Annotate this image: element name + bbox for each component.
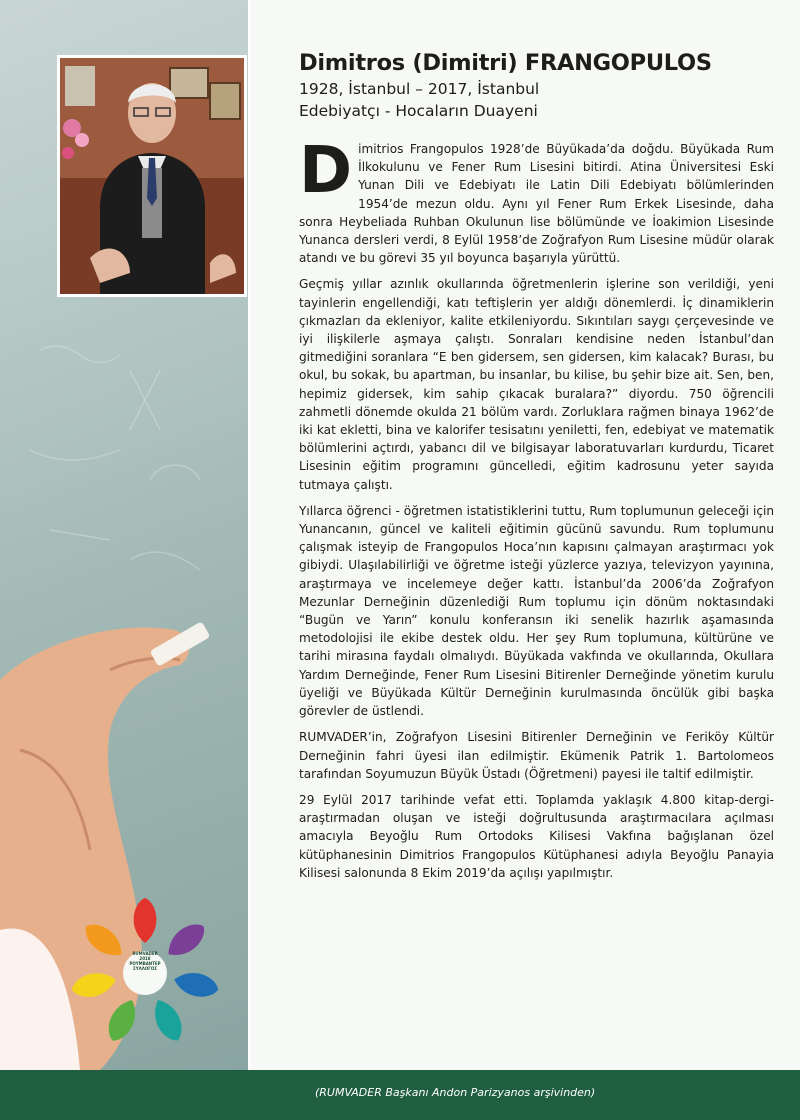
paragraph-2: Geçmiş yıllar azınlık okullarında öğretmenlerin işlerine son verildiği, yeni tayinlerin engellendiği, katı teftişlerin yer aldığı dönemlerdi. İç dinamiklerin çıkmazları da ekleniyor, kalite etkileniyordu. Sıkıntıları saygı çerçevesinde ve iyi ilişkilerle aşmaya çalıştı. Sonraları kendisine neden İstanbul’dan gitmediğini soranlara “E ben gidersem, sen gidersen, kim kalacak? Burası, bu okul, bu sokak, bu apartman, bu insanlar, bu kilise, bu şehir bize ait. Sen, ben, hepimiz gidersek, kim sahip çıkacak buralara?” diyordu. 750 öğrencili zahmetli dönemde okulda 21 bölüm vardı. Zorluklara rağmen binaya 1962’de iki kat ekletti, bina ve kalorifer tesisatını yeniletti, fen, edebiyat ve matematik bölümlerini açtırdı, yabancı dil ve bilgisayar laboratuvarları kurdurdu, Ticaret Lisesinin eğitim programını güncelledi, eğitim kadrosunu yeter sayıda tutmaya çalıştı.	[299, 277, 774, 492]
portrait-image	[60, 58, 244, 294]
chalkboard-background	[0, 0, 250, 1070]
person-name: Dimitros (Dimitri) FRANGOPULOS	[299, 50, 712, 76]
paragraph-3: Yıllarca öğrenci - öğretmen istatistiklerini tuttu, Rum toplumunun geleceği için Yunancanın, güncel ve kaliteli eğitimin gücünü savundu. Rum toplumunu çalışmak isteyip de Frangopulos Hoca’nın kapısını çalmayan araştırmacı yok gibiydi. Ulaşılabilirliği ve öğretme isteği yüzlerce yazıya, televizyon yayınına, araştırmaya ve incelemeye değer kattı. İstanbul’da 2006’da Zoğrafyon Mezunlar Derneğinin düzenlediği Rum toplumu için dönüm noktasındaki “Bugün ve Yarın” konulu konferansın iki senelik hazırlık aşamasında metodolojisi ile ekibe destek oldu. Her şey Rum toplumuna, kültürüne ve tarihi mirasına faydalı olmalıydı. Büyükada vakfında ve okullarında, Okullara Yardım Derneğinde, Fener Rum Lisesini Bitirenler Derneğinde yönetim kurulu üyeliği ve Büyükada Kültür Derneğinin kurulmasında öncülük gibi başka görevler de üstlendi.	[299, 503, 774, 719]
logo-line: RUMVADER	[132, 951, 158, 956]
logo-line: ΡΟΥΜΒΑΝΤΕΡ	[129, 961, 161, 966]
logo-text	[126, 951, 164, 971]
person-role: Edebiyatçı - Hocaların Duayeni	[299, 102, 538, 120]
panel-divider	[248, 0, 250, 1070]
paragraph-1-text: imitrios Frangopulos 1928’de Büyükada’da doğdu. Büyükada Rum İlkokulunu ve Fener Rum Lisesini bitirdi. Atina Üniversitesi Eski Yunan Dili ve Edebiyatı ile Latin Dili Edebiyatı bölümlerinden 1954’de mezun oldu. Aynı yıl Fener Rum Erkek Lisesinde, daha sonra Heybeliada Ruhban Okulunun lise bölümünde ve İoakimion Lisesinde Yunanca dersleri verdi, 8 Eylül 1958’de Zoğrafyon Rum Lisesine müdür olarak atandı ve bu görevi 35 yıl boyunca başarıyla yürüttü.	[299, 142, 774, 266]
life-dates: 1928, İstanbul – 2017, İstanbul	[299, 80, 540, 98]
paragraph-5: 29 Eylül 2017 tarihinde vefat etti. Toplamda yaklaşık 4.800 kitap-dergi-araştırmadan oluşan ve isteği doğrultusunda araştırmacılara açılması amacıyla Beyoğlu Rum Ortodoks Kilisesi Vakfına bağışlanan özel kütüphanesinin Dimitrios Frangopulos Kütüphanesi adıyla Beyoğlu Panayia Kilisesi salonunda 8 Ekim 2019’da açılışı yapılmıştır.	[299, 792, 774, 880]
rumvader-logo	[70, 898, 220, 1048]
biography-article	[299, 50, 774, 890]
chalk-scribbles	[10, 330, 240, 630]
logo-line: ΣΥΛΛΟΓΟΣ	[133, 966, 157, 971]
biography-body	[299, 134, 774, 882]
drop-cap: D	[299, 134, 353, 208]
photo-credit-caption: (RUMVADER Başkanı Andon Parizyanos arşivinden)	[315, 1086, 596, 1099]
portrait-photo	[57, 55, 247, 297]
logo-petal-red	[134, 898, 157, 943]
paragraph-4: RUMVADER’in, Zoğrafyon Lisesini Bitirenler Derneğinin ve Feriköy Kültür Derneğinin fahri üyesi ilan edilmiştir. Ekümenik Patrik 1. Bartolomeos tarafından Soyumuzun Büyük Üstadı (Öğretmeni) payesi ile taltif edilmiştir.	[299, 730, 774, 781]
paragraph-1	[299, 134, 774, 267]
logo-line: 2018	[139, 956, 151, 961]
